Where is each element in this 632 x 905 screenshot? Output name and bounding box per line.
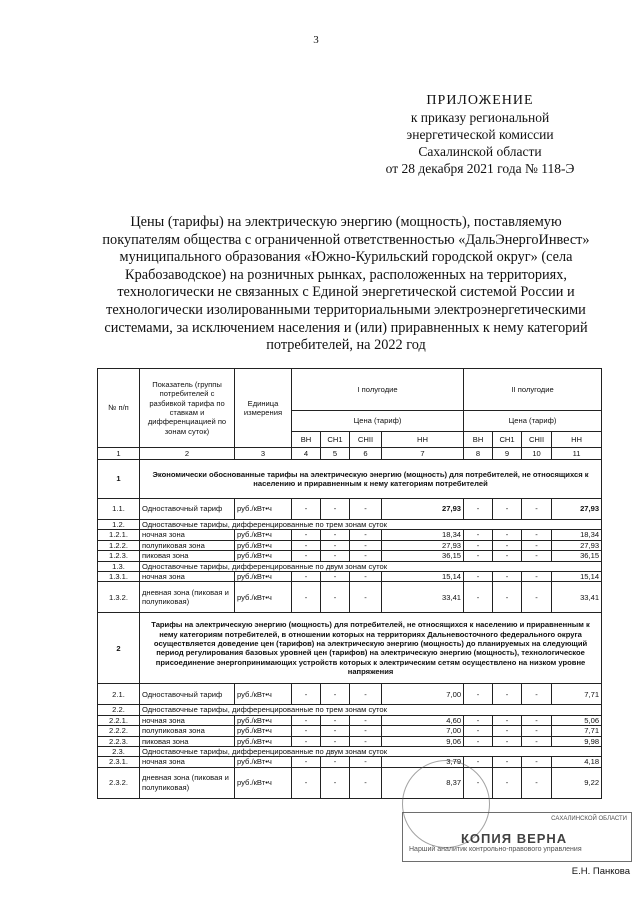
cell-value: 15,14: [382, 572, 464, 582]
table-row: [98, 736, 602, 746]
cell-value: -: [522, 684, 552, 705]
cell-value: 18,34: [552, 530, 602, 540]
cell-value: 27,93: [552, 540, 602, 550]
row-unit: руб./кВт•ч: [235, 767, 292, 798]
cell-value: -: [493, 530, 522, 540]
cell-value: 7,71: [552, 684, 602, 705]
col-number: 2: [140, 448, 235, 460]
cell-value: 4,60: [382, 715, 464, 725]
cell-value: -: [464, 736, 493, 746]
row-name: пиковая зона: [140, 551, 235, 561]
cell-value: -: [292, 572, 321, 582]
cell-value: 33,41: [382, 582, 464, 613]
row-unit: руб./кВт•ч: [235, 684, 292, 705]
row-unit: руб./кВт•ч: [235, 530, 292, 540]
header-group: Показатель (группы потребителей с разбивкой тарифа по ставкам и дифференциацией по зонам суток): [140, 369, 235, 448]
row-unit: руб./кВт•ч: [235, 499, 292, 520]
cell-value: -: [493, 726, 522, 736]
cell-value: -: [321, 582, 350, 613]
cell-value: 27,93: [552, 499, 602, 520]
row-name: ночная зона: [140, 572, 235, 582]
row-num: 2.2.2.: [98, 726, 140, 736]
cell-value: -: [493, 551, 522, 561]
cell-value: 9,98: [552, 736, 602, 746]
cell-value: -: [292, 757, 321, 767]
cell-value: -: [493, 540, 522, 550]
row-num: 1.2.2.: [98, 540, 140, 550]
header-unit: Единица измерения: [235, 369, 292, 448]
col-number: 10: [522, 448, 552, 460]
cell-value: 15,14: [552, 572, 602, 582]
cell-value: 9,06: [382, 736, 464, 746]
cell-value: -: [493, 684, 522, 705]
stamp-dept-text: Нарший аналитик контрольно-правового управления: [409, 846, 582, 853]
column-number-row: [98, 448, 602, 460]
cell-value: -: [522, 767, 552, 798]
cell-value: -: [464, 684, 493, 705]
row-num: 2.2.1.: [98, 715, 140, 725]
table-row: [98, 499, 602, 520]
cell-value: -: [292, 530, 321, 540]
header-level: НН: [552, 431, 602, 447]
group-title: Одноставочные тарифы, дифференцированные по трем зонам суток: [140, 520, 602, 530]
header-level: СНII: [522, 431, 552, 447]
header-level: НН: [382, 431, 464, 447]
cell-value: -: [321, 726, 350, 736]
cell-value: -: [493, 499, 522, 520]
cell-value: -: [350, 551, 382, 561]
tariff-table: [97, 368, 602, 799]
row-num: 1.2.: [98, 520, 140, 530]
cell-value: -: [464, 551, 493, 561]
col-number: 11: [552, 448, 602, 460]
cell-value: -: [350, 499, 382, 520]
cell-value: -: [292, 684, 321, 705]
cell-value: -: [522, 499, 552, 520]
appendix-line: от 28 декабря 2021 года № 118-Э: [385, 161, 575, 176]
cell-value: 33,41: [552, 582, 602, 613]
cell-value: -: [321, 715, 350, 725]
row-unit: руб./кВт•ч: [235, 551, 292, 561]
cell-value: -: [522, 530, 552, 540]
cell-value: 7,71: [552, 726, 602, 736]
signer-name: Е.Н. Панкова: [571, 866, 630, 877]
cell-value: -: [350, 572, 382, 582]
table-header-row: [98, 369, 602, 411]
table-row: [98, 684, 602, 705]
cell-value: -: [493, 757, 522, 767]
cell-value: 18,34: [382, 530, 464, 540]
row-name: дневная зона (пиковая и полупиковая): [140, 582, 235, 613]
group-row: [98, 520, 602, 530]
cell-value: -: [350, 582, 382, 613]
cell-value: -: [464, 572, 493, 582]
cell-value: 27,93: [382, 540, 464, 550]
row-name: ночная зона: [140, 715, 235, 725]
row-num: 2.3.2.: [98, 767, 140, 798]
row-num: 2.2.: [98, 705, 140, 715]
row-name: полупиковая зона: [140, 540, 235, 550]
row-name: пиковая зона: [140, 736, 235, 746]
cell-value: 7,00: [382, 684, 464, 705]
cell-value: -: [522, 757, 552, 767]
cell-value: -: [292, 582, 321, 613]
row-num: 1.2.3.: [98, 551, 140, 561]
cell-value: -: [522, 726, 552, 736]
cell-value: -: [464, 540, 493, 550]
cell-value: -: [464, 582, 493, 613]
cell-value: -: [493, 572, 522, 582]
group-title: Одноставочные тарифы, дифференцированные по трем зонам суток: [140, 705, 602, 715]
row-num: 1.1.: [98, 499, 140, 520]
cell-value: -: [493, 736, 522, 746]
cell-value: -: [350, 715, 382, 725]
cell-value: -: [350, 530, 382, 540]
table-row: [98, 551, 602, 561]
header-level: ВН: [464, 431, 493, 447]
stamp-top-text: САХАЛИНСКОЙ ОБЛАСТИ: [551, 816, 627, 822]
col-number: 7: [382, 448, 464, 460]
cell-value: -: [522, 736, 552, 746]
cell-value: -: [292, 736, 321, 746]
cell-value: -: [464, 767, 493, 798]
cell-value: -: [522, 715, 552, 725]
cell-value: -: [292, 551, 321, 561]
row-name: дневная зона (пиковая и полупиковая): [140, 767, 235, 798]
cell-value: -: [522, 582, 552, 613]
cell-value: -: [321, 551, 350, 561]
cell-value: 9,22: [552, 767, 602, 798]
cell-value: -: [464, 726, 493, 736]
cell-value: -: [321, 499, 350, 520]
table-row: [98, 767, 602, 798]
cell-value: -: [321, 530, 350, 540]
cell-value: -: [464, 715, 493, 725]
header-level: СН1: [493, 431, 522, 447]
cell-value: -: [292, 726, 321, 736]
col-number: 1: [98, 448, 140, 460]
cell-value: -: [292, 715, 321, 725]
cell-value: -: [321, 757, 350, 767]
cell-value: -: [350, 684, 382, 705]
cell-value: -: [292, 540, 321, 550]
row-num: 1.3.1.: [98, 572, 140, 582]
cell-value: -: [292, 767, 321, 798]
cell-value: -: [350, 540, 382, 550]
cell-value: -: [493, 715, 522, 725]
appendix-line: Сахалинской области: [418, 144, 542, 159]
section-num: 2: [98, 613, 140, 684]
row-num: 2.3.: [98, 747, 140, 757]
row-num: 1.3.2.: [98, 582, 140, 613]
group-title: Одноставочные тарифы, дифференцированные по двум зонам суток: [140, 561, 602, 571]
col-number: 4: [292, 448, 321, 460]
cell-value: -: [321, 572, 350, 582]
cell-value: -: [292, 499, 321, 520]
cell-value: 5,06: [552, 715, 602, 725]
table-row: [98, 540, 602, 550]
cell-value: -: [321, 736, 350, 746]
cell-value: 8,37: [382, 767, 464, 798]
appendix-block: [330, 92, 630, 177]
row-name: ночная зона: [140, 530, 235, 540]
cell-value: -: [321, 684, 350, 705]
section-title: Тарифы на электрическую энергию (мощность) для потребителей, не относящихся к населению и приравненным к нему категориям потребителей, в отношении которых на территориях Дальневосточного федерального округа осуществляется доведение цен (тарифов) на электрическую энергию (мощность) до планируемых на следующий период регулирования базовых уровней цен (тарифов) на электрическую энергию (мощность), технологическое присоединение энергопринимающих устройств которых к электрическим сетям осуществлено на низком уровне напряжения: [140, 613, 602, 684]
table-row: [98, 757, 602, 767]
certified-copy-stamp: [402, 812, 632, 862]
row-unit: руб./кВт•ч: [235, 572, 292, 582]
col-number: 5: [321, 448, 350, 460]
cell-value: -: [350, 757, 382, 767]
header-price-1: Цена (тариф): [292, 411, 464, 432]
section-title: Экономически обоснованные тарифы на электрическую энергию (мощность) для потребителей, не относящихся к населению и приравненным к нему категориям потребителей: [140, 460, 602, 499]
col-number: 3: [235, 448, 292, 460]
row-num: 2.1.: [98, 684, 140, 705]
page-number: 3: [313, 34, 319, 46]
cell-value: 4,18: [552, 757, 602, 767]
row-unit: руб./кВт•ч: [235, 582, 292, 613]
row-num: 2.2.3.: [98, 736, 140, 746]
col-number: 8: [464, 448, 493, 460]
cell-value: -: [493, 582, 522, 613]
appendix-line: энергетической комиссии: [406, 127, 554, 142]
table-row: [98, 715, 602, 725]
group-row: [98, 705, 602, 715]
appendix-heading: ПРИЛОЖЕНИЕ: [426, 93, 534, 108]
row-unit: руб./кВт•ч: [235, 540, 292, 550]
row-num: 2.3.1.: [98, 757, 140, 767]
row-num: 1.3.: [98, 561, 140, 571]
cell-value: 27,93: [382, 499, 464, 520]
row-unit: руб./кВт•ч: [235, 715, 292, 725]
table-row: [98, 530, 602, 540]
group-row: [98, 561, 602, 571]
section-row: [98, 460, 602, 499]
header-level: СНII: [350, 431, 382, 447]
appendix-line: к приказу региональной: [410, 110, 550, 125]
table-row: [98, 582, 602, 613]
header-level: СН1: [321, 431, 350, 447]
section-num: 1: [98, 460, 140, 499]
group-row: [98, 747, 602, 757]
cell-value: 7,00: [382, 726, 464, 736]
cell-value: -: [522, 540, 552, 550]
row-unit: руб./кВт•ч: [235, 726, 292, 736]
cell-value: 36,15: [382, 551, 464, 561]
cell-value: -: [493, 767, 522, 798]
row-name: Одноставочный тариф: [140, 684, 235, 705]
cell-value: -: [321, 767, 350, 798]
header-half-1: I полугодие: [292, 369, 464, 411]
header-num: № п/п: [98, 369, 140, 448]
cell-value: -: [350, 767, 382, 798]
cell-value: -: [522, 551, 552, 561]
cell-value: -: [464, 499, 493, 520]
cell-value: -: [350, 736, 382, 746]
cell-value: -: [321, 540, 350, 550]
section-row: [98, 613, 602, 684]
cell-value: -: [522, 572, 552, 582]
cell-value: 36,15: [552, 551, 602, 561]
row-unit: руб./кВт•ч: [235, 757, 292, 767]
row-unit: руб./кВт•ч: [235, 736, 292, 746]
row-name: полупиковая зона: [140, 726, 235, 736]
table-row: [98, 726, 602, 736]
group-title: Одноставочные тарифы, дифференцированные по двум зонам суток: [140, 747, 602, 757]
header-price-2: Цена (тариф): [464, 411, 602, 432]
table-row: [98, 572, 602, 582]
col-number: 9: [493, 448, 522, 460]
stamp-main-text: КОПИЯ ВЕРНА: [461, 831, 568, 846]
row-num: 1.2.1.: [98, 530, 140, 540]
cell-value: -: [350, 726, 382, 736]
row-name: ночная зона: [140, 757, 235, 767]
row-name: Одноставочный тариф: [140, 499, 235, 520]
document-title: Цены (тарифы) на электрическую энергию (мощность), поставляемую покупателям общества с ограниченной ответственностью «ДальЭнергоИнвест» муниципального образования «Южно-Курильский городской округ» (села Крабозаводское) на розничных рынках, расположенных на территориях, технологически не связанных с Единой энергетической системой России и технологически изолированными территориальными электроэнергетическими системами, за исключением населения и (или) приравненных к нему категорий потребителей, на 2022 год: [102, 214, 590, 354]
cell-value: 3,79: [382, 757, 464, 767]
col-number: 6: [350, 448, 382, 460]
header-half-2: II полугодие: [464, 369, 602, 411]
header-level: ВН: [292, 431, 321, 447]
cell-value: -: [464, 757, 493, 767]
cell-value: -: [464, 530, 493, 540]
